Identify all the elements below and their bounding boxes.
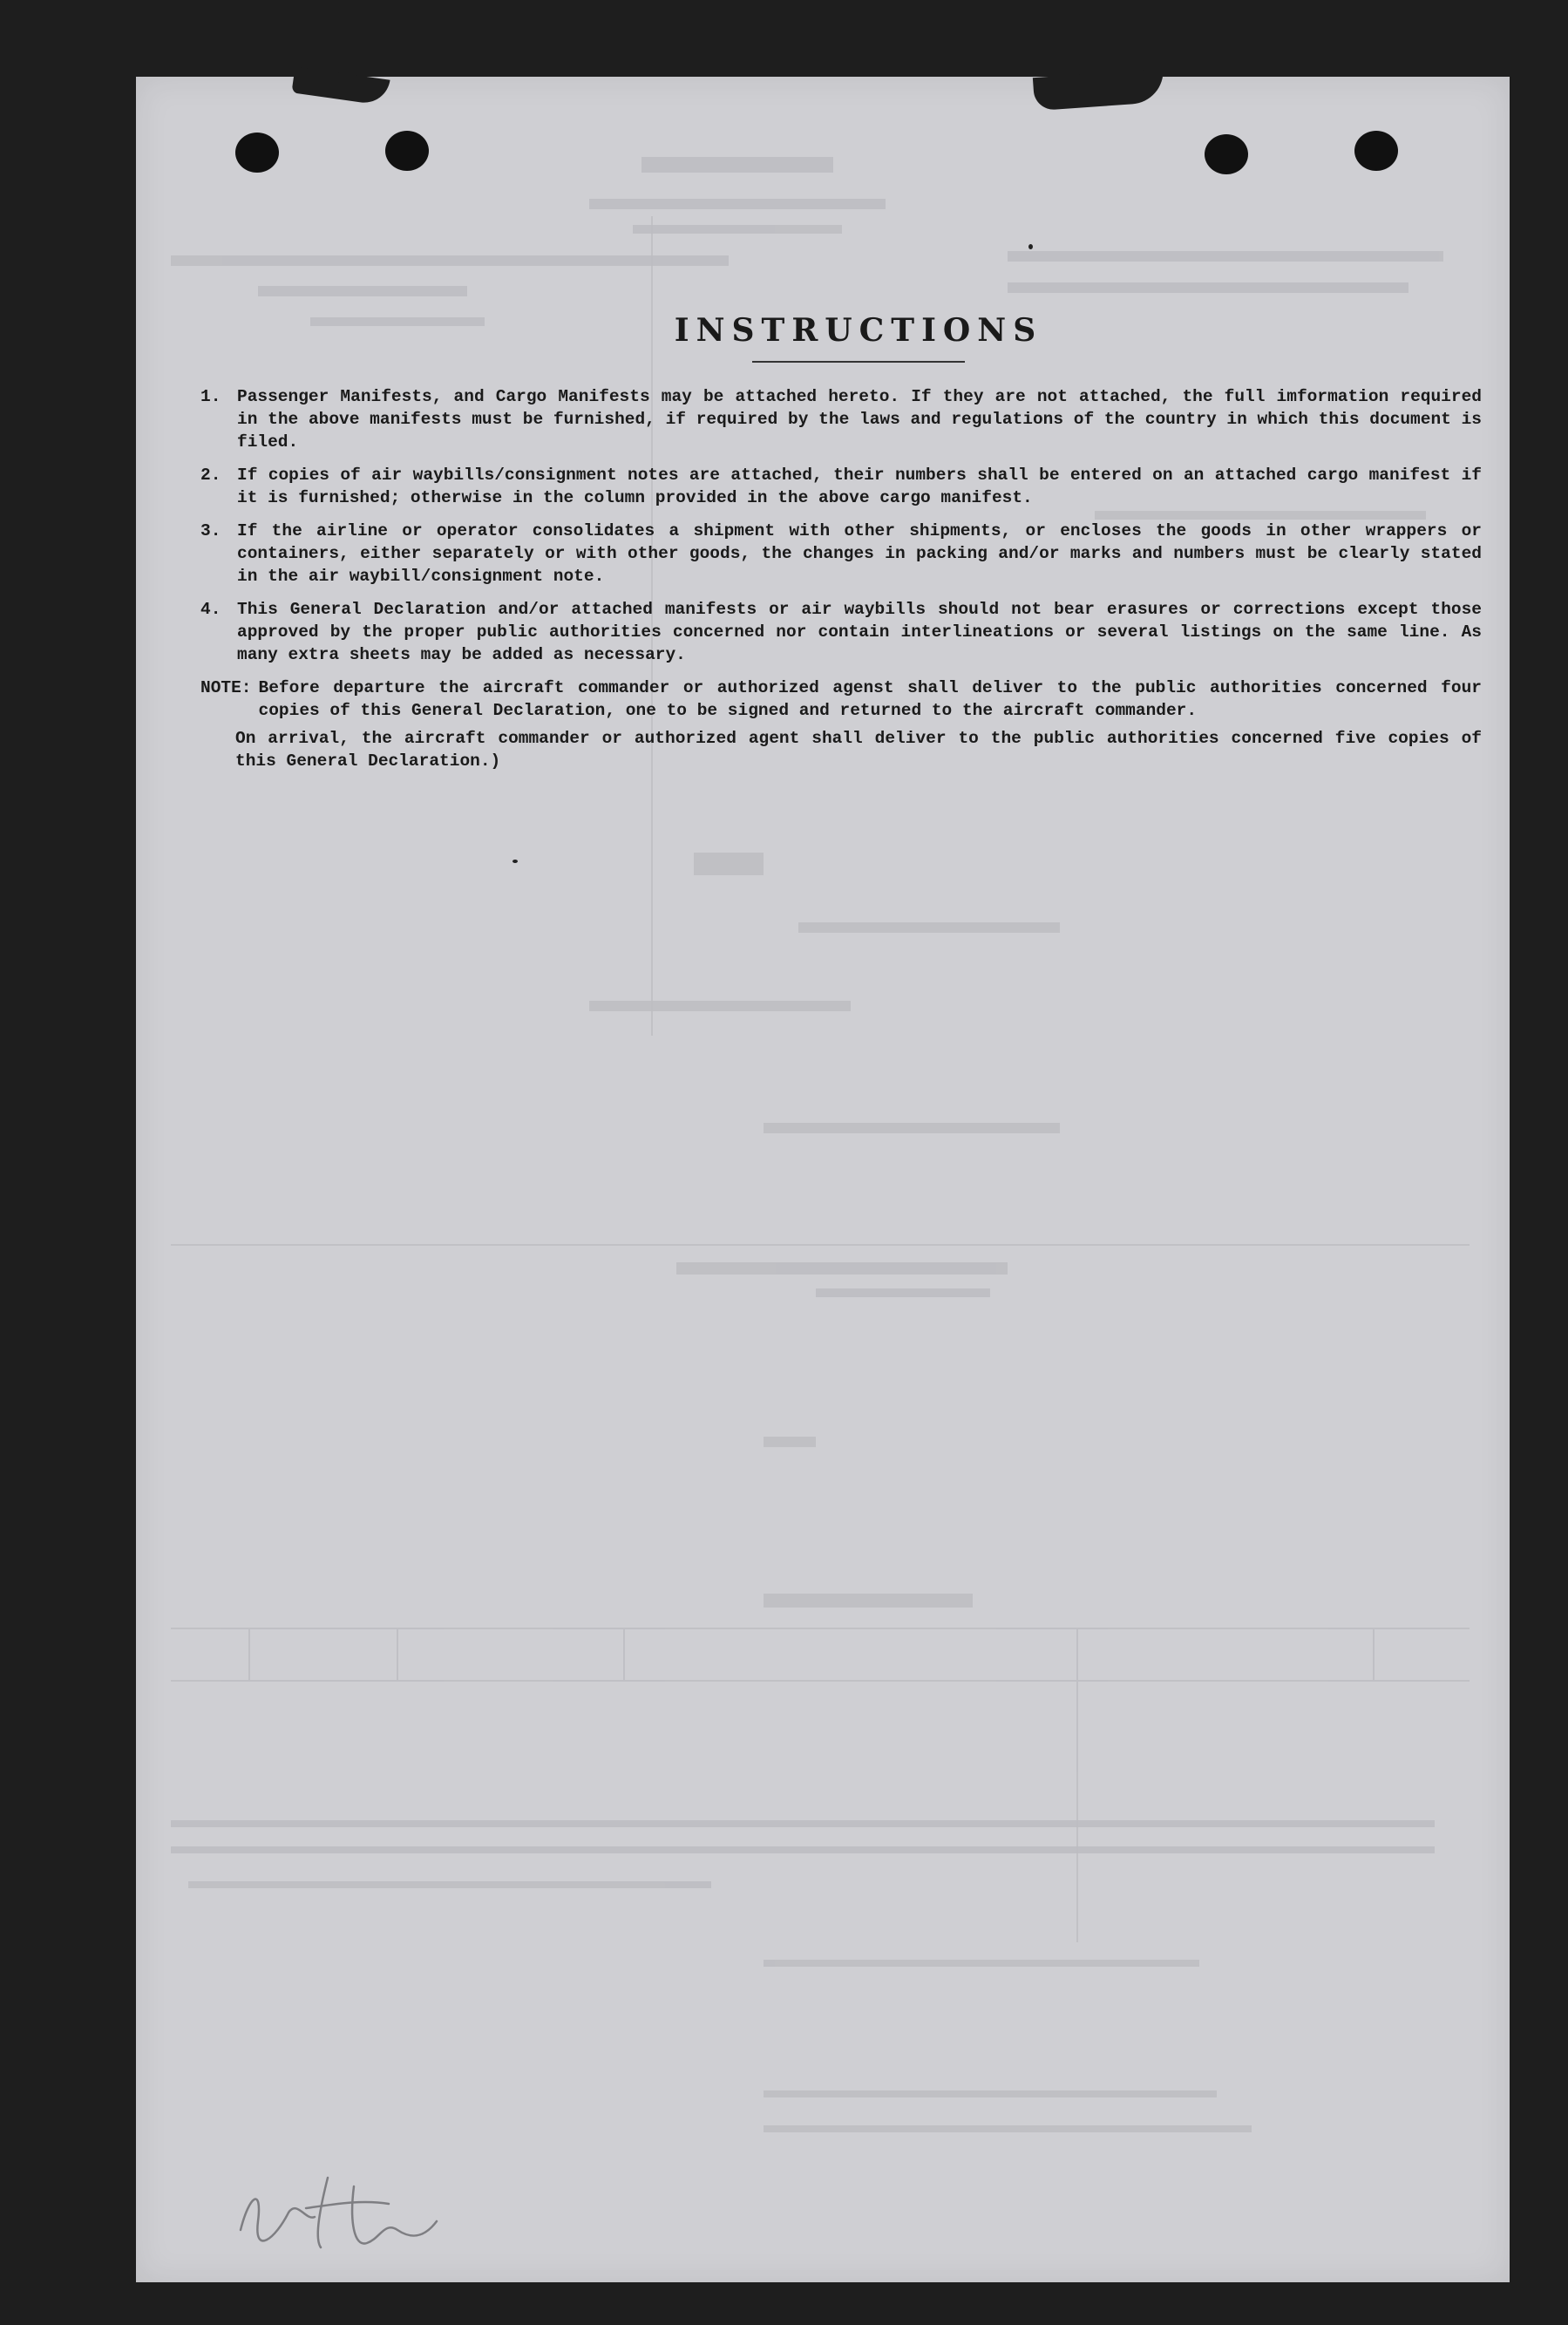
instructions-section: [200, 312, 1482, 772]
item-text: This General Declaration and/or attached manifests or air waybills should not bear erasures or corrections except those approved by the proper public authorities concerned nor contain interlineations or several listings on the same line. As many extra sheets may be added as necessary.: [237, 600, 1482, 664]
instructions-title: INSTRUCTIONS: [674, 312, 1043, 349]
item-number: 3.: [200, 521, 221, 540]
punch-hole-4: [1354, 131, 1398, 171]
torn-edge-right: [1033, 69, 1165, 111]
punch-hole-3: [1205, 134, 1248, 174]
torn-edge-left: [291, 66, 390, 105]
note-departure-text: Before departure the aircraft commander or authorized agenst shall deliver to the public authorities concerned four copies of this General Declaration, one to be signed and returned to the aircraft commander.: [258, 678, 1482, 720]
title-underline: [752, 361, 965, 363]
note-block: [200, 676, 1482, 772]
item-text: If the airline or operator consolidates a shipment with other shipments, or encloses the goods in other wrappers or containers, either separately or with other goods, the changes in packing and/or marks and numbers must be clearly stated in the air waybill/consignment note.: [237, 521, 1482, 586]
item-text: If copies of air waybills/consignment notes are attached, their numbers shall be entered on an attached cargo manifest if it is furnished; otherwise in the column provided in the above cargo manifest.: [237, 466, 1482, 507]
item-text: Passenger Manifests, and Cargo Manifests may be attached hereto. If they are not attached, the full imformation required in the above manifests must be furnished, if required by the laws and regulations of the country in which this document is filed.: [237, 387, 1482, 452]
handwritten-signature: [223, 2160, 450, 2265]
ink-speck: [512, 860, 518, 863]
punch-hole-2: [385, 131, 429, 171]
item-number: 2.: [200, 466, 221, 485]
list-item: [200, 598, 1482, 666]
punch-hole-1: [235, 133, 279, 173]
list-item: [200, 385, 1482, 453]
note-arrival-text: On arrival, the aircraft commander or authorized agent shall deliver to the public authorities concerned five copies of this General Declaration.): [235, 729, 1482, 771]
item-number: 4.: [200, 600, 221, 619]
note-label: NOTE:: [200, 678, 252, 697]
list-item: [200, 520, 1482, 588]
instructions-list: [200, 385, 1482, 666]
ink-speck: [1028, 244, 1033, 249]
list-item: [200, 464, 1482, 509]
item-number: 1.: [200, 387, 221, 406]
document-sheet: [136, 77, 1510, 2282]
